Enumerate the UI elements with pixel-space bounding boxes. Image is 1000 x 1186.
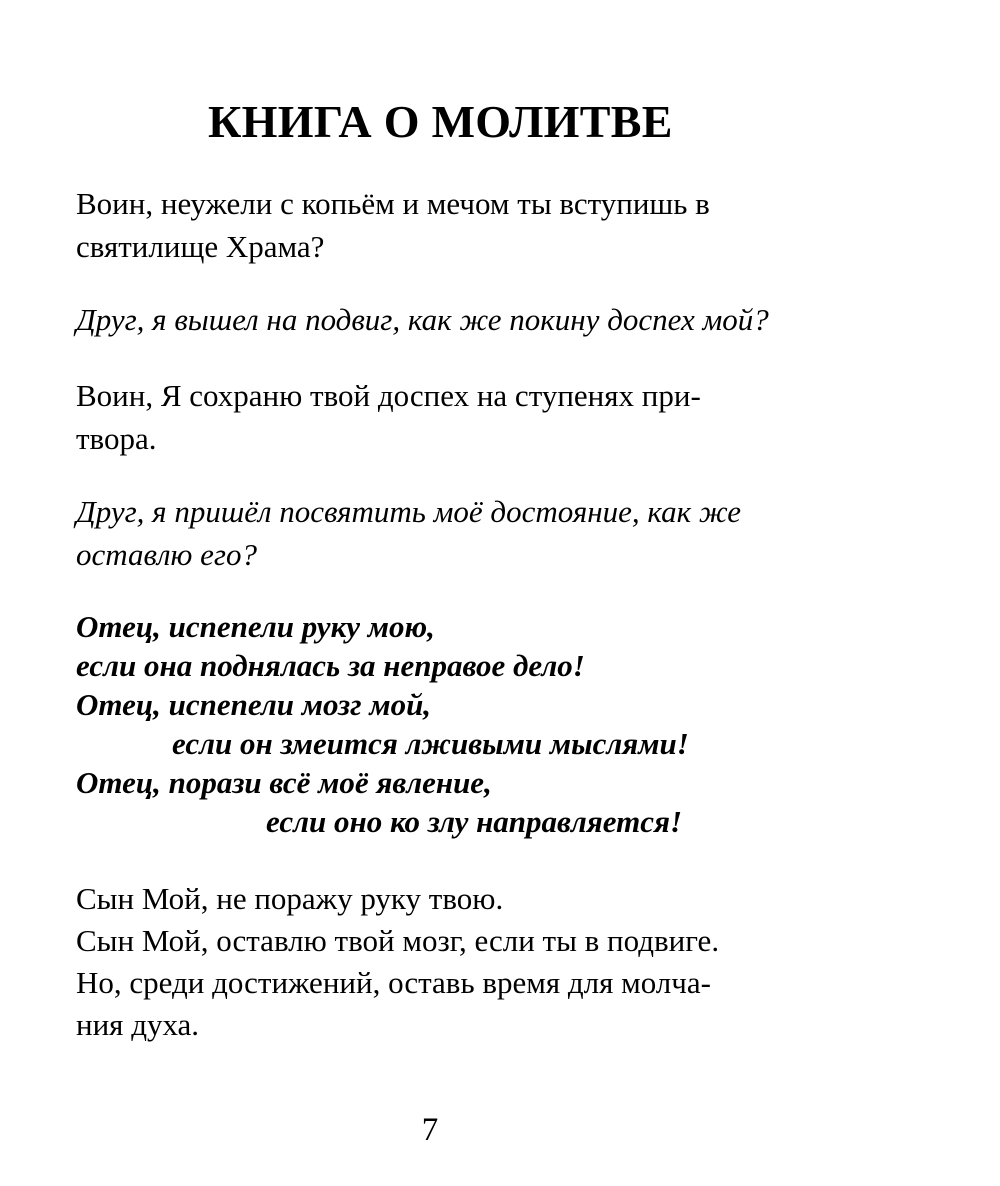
text-line: Друг, я пришёл посвятить моё достояние, как же (76, 494, 742, 529)
text-line: Друг, я вышел на подвиг, как же покину доспех мой? (76, 302, 769, 337)
chapter-title: КНИГА О МОЛИТВЕ (208, 96, 673, 147)
page-number: 7 (421, 1112, 439, 1148)
prayer-line: Отец, испепели руку мою, (76, 609, 435, 644)
paragraph-warrior-question (76, 182, 710, 268)
text-line: Воин, Я сохраню твой доспех на ступенях при- (76, 378, 701, 413)
text-line: Сын Мой, оставлю твой мозг, если ты в подвиге. (76, 923, 720, 958)
text-line: святилище Храма? (76, 229, 325, 264)
paragraph-friend-reply-1 (76, 298, 769, 341)
text-line: Но, среди достижений, оставь время для молча- (76, 965, 711, 1000)
prayer-line: Отец, порази всё моё явление, (76, 765, 492, 800)
prayer-line-indented: если оно ко злу направляется! (266, 804, 683, 839)
prayer-line: Отец, испепели мозг мой, (76, 687, 432, 722)
paragraph-friend-reply-2 (76, 490, 741, 576)
text-line: твора. (76, 421, 157, 456)
text-line: Сын Мой, не поражу руку твою. (76, 881, 504, 916)
text-line: оставлю его? (76, 537, 257, 572)
paragraph-son-answer (76, 878, 719, 1046)
text-line: ния духа. (76, 1007, 200, 1042)
prayer-line-indented: если он змеится лживыми мыслями! (172, 726, 689, 761)
paragraph-warrior-answer (76, 374, 701, 460)
prayer-line: если она поднялась за неправое дело! (76, 648, 585, 683)
text-line: Воин, неужели с копьём и мечом ты вступишь в (76, 186, 710, 221)
prayer-verse (76, 607, 689, 841)
